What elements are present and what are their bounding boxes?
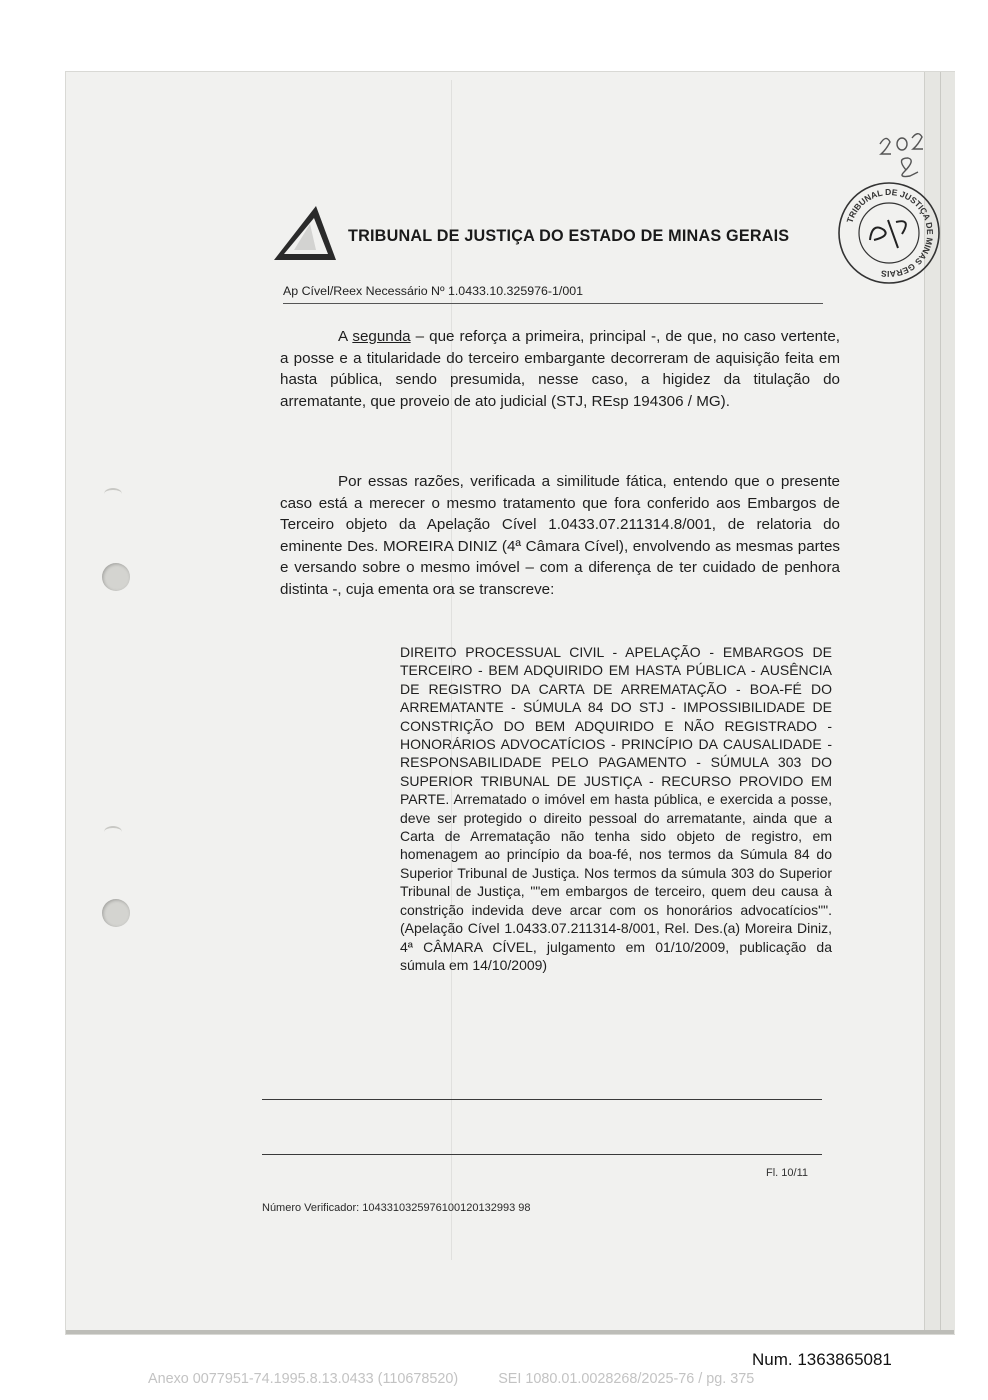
- paper-mark: [104, 826, 122, 838]
- page-folio: Fl. 10/11: [766, 1167, 808, 1179]
- paragraph-1-text: – que reforça a primeira, principal -, de que, no caso vertente, a posse e a titularidade do terceiro embargante decorreram de aquisição feita em hasta pública, sendo presumida, nesse caso, a higidez da titulação do arrematante, que proveio de ato judicial (STJ, REsp 194306 / MG).: [280, 328, 841, 410]
- document-header: [272, 200, 842, 262]
- paragraph-1-emphasis: segunda: [352, 328, 411, 345]
- verifier-number: Número Verificador: 1043310325976100120132993 98: [262, 1202, 531, 1214]
- court-logo-icon: [272, 202, 338, 262]
- case-reference: Ap Cível/Reex Necessário Nº 1.0433.10.325976-1/001: [283, 284, 584, 298]
- paper-mark: [104, 488, 122, 500]
- sei-reference: SEI 1080.01.0028268/2025-76 / pg. 375: [498, 1371, 755, 1387]
- paragraph-1-lead: A: [338, 328, 353, 345]
- footer-rule-top: [262, 1099, 822, 1100]
- reference-underline: [283, 303, 823, 304]
- svg-text:TRIBUNAL DE JUSTIÇA DE MINAS G: TRIBUNAL DE JUSTIÇA DE MINAS GERAIS: [844, 186, 936, 280]
- court-seal-stamp: [836, 180, 942, 286]
- paragraph-1: [280, 326, 840, 412]
- annex-reference: Anexo 0077951-74.1995.8.13.0433 (110678520): [148, 1371, 459, 1387]
- paragraph-2-text: Por essas razões, verificada a similitude fática, entendo que o presente caso está a merecer o mesmo tratamento que fora conferido aos Embargos de Terceiro objeto da Apelação Cível 1.0433.07.211314.8/001, de relatoria do eminente Des. MOREIRA DINIZ (4ª Câmara Cível), envolvendo as mesmas partes e versando sobre o mesmo imóvel – com a diferença de ter cuidado de penhora distinta -, cuja ementa ora se transcreve:: [280, 473, 840, 598]
- punch-hole-bottom: [102, 899, 130, 927]
- footer-rule-bottom: [262, 1154, 822, 1155]
- ementa-text: DIREITO PROCESSUAL CIVIL - APELAÇÃO - EMBARGOS DE TERCEIRO - BEM ADQUIRIDO EM HASTA PÚBLICA - AUSÊNCIA DE REGISTRO DA CARTA DE ARREMATAÇÃO - BOA-FÉ DO ARREMATANTE - SÚMULA 84 DO STJ - IMPOSSIBILIDADE DE CONSTRIÇÃO DO BEM ADQUIRIDO E NÃO REGISTRADO - HONORÁRIOS ADVOCATÍCIOS - PRINCÍPIO DA CAUSALIDADE - RESPONSABILIDADE PELO PAGAMENTO - SÚMULA 303 DO SUPERIOR TRIBUNAL DE JUSTIÇA - RECURSO PROVIDO EM PARTE. Arrematado o imóvel em hasta pública, e exercida a posse, deve ser protegido o direito pessoal do arrematante, ainda que a Carta de Arrematação não tenha sido objeto de registro, em homenagem ao princípio da boa-fé, nos termos da Súmula 84 do Superior Tribunal de Justiça. Nos termos da súmula 303 do Superior Tribunal de Justiça, ""em embargos de terceiro, quem deu causa à constrição indevida deve arcar com os honorários advocatícios"". (Apelação Cível 1.0433.07.211314-8/001, Rel. Des.(a) Moreira Diniz, 4ª CÂMARA CÍVEL, julgamento em 01/10/2009, publicação da súmula em 14/10/2009): [400, 644, 832, 973]
- pdf-document-number: Num. 1363865081: [752, 1350, 892, 1369]
- quoted-ementa: [400, 643, 832, 974]
- pdf-footer-line: [148, 1371, 754, 1387]
- scan-bottom-border: [66, 1330, 954, 1334]
- punch-hole-top: [102, 563, 130, 591]
- court-name: TRIBUNAL DE JUSTIÇA DO ESTADO DE MINAS GERAIS: [348, 227, 790, 245]
- paragraph-2: [280, 471, 840, 601]
